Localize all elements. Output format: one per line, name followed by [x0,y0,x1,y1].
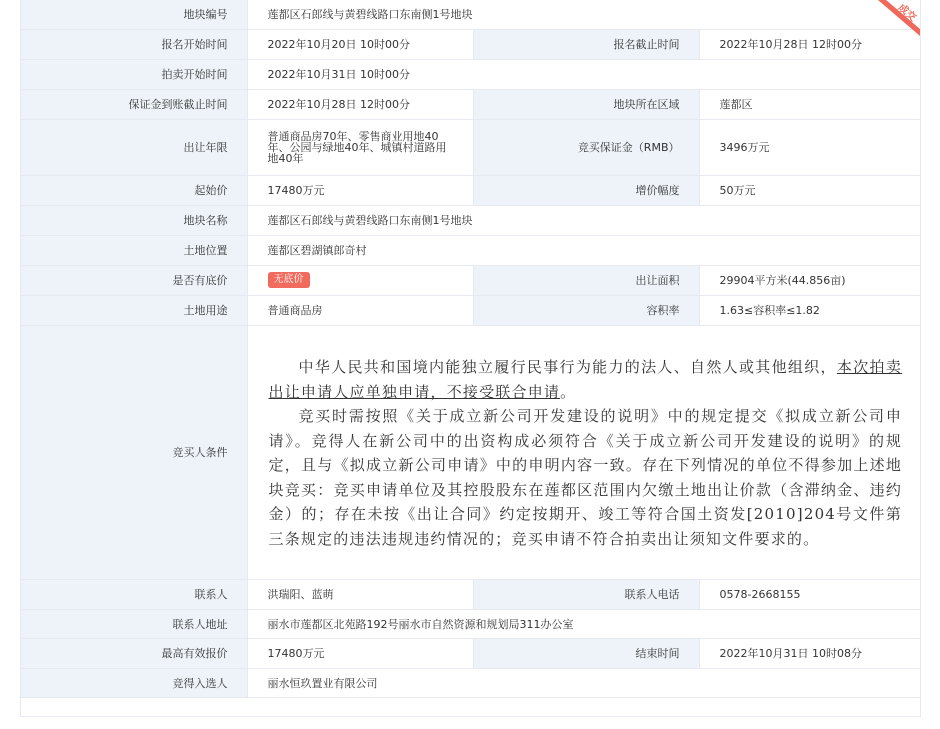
start-price-label: 起始价 [21,175,247,205]
conditions-underlined-text: 本次拍卖出让申请人应单独申请，不接受联合申请 [268,358,903,401]
row-price [21,175,920,205]
plot-name-value: 莲都区石郎线与黄碧线路口东南侧1号地块 [247,205,920,235]
row-plot-no [21,0,920,29]
end-time-value: 2022年10月31日 10时08分 [699,638,920,668]
increment-value: 50万元 [699,175,920,205]
far-value: 1.63≤容积率≤1.82 [699,295,920,325]
region-label: 地块所在区域 [473,89,699,119]
contact-value: 洪瑞阳、蓝萌 [247,579,473,609]
conditions-label: 竞买人条件 [21,325,247,579]
reg-end-label: 报名截止时间 [473,29,699,59]
conditions-paragraph-2: 竞买时需按照《关于成立新公司开发建设的说明》中的规定提交《拟成立新公司申请》。竞得人在新公司中的出资构成必须符合《关于成立新公司开发建设的说明》的规定，且与《拟成立新公司申请》中的申明内容一致。存在下列情况的单位不得参加上述地块竞买：竞买申请单位及其控股股东在莲都区范围内欠缴土地出让价款（含滞纳金、违约金）的；存在未按《出让合同》约定按期开、竣工等符合国土资发[2010]204号文件第三条规定的违法违规违约情况的；竞买申请不符合拍卖出让须知文件要求的。 [268,407,903,548]
row-usage-far [21,295,920,325]
row-auction-start [21,59,920,89]
row-contact [21,579,920,609]
area-value: 29904平方米(44.856亩) [699,265,920,295]
term-label: 出让年限 [21,119,247,175]
area-label: 出让面积 [473,265,699,295]
deposit-label: 竞买保证金（RMB） [473,119,699,175]
reg-start-value: 2022年10月20日 10时00分 [247,29,473,59]
usage-value: 普通商品房 [247,295,473,325]
reg-start-label: 报名开始时间 [21,29,247,59]
row-location [21,235,920,265]
auction-start-value: 2022年10月31日 10时00分 [247,59,920,89]
highest-bid-value: 17480万元 [247,638,473,668]
winner-value: 丽水恒玖置业有限公司 [247,668,920,697]
row-plot-name [21,205,920,235]
phone-label: 联系人电话 [473,579,699,609]
region-value: 莲都区 [699,89,920,119]
location-label: 土地位置 [21,235,247,265]
plot-no-label: 地块编号 [21,0,247,29]
contact-label: 联系人 [21,579,247,609]
auction-detail-table [21,0,920,698]
conditions-p1-end: 。 [560,382,577,401]
deposit-deadline-label: 保证金到账截止时间 [21,89,247,119]
deal-corner-text: 成交 [895,2,918,24]
deposit-deadline-value: 2022年10月28日 12时00分 [247,89,473,119]
conditions-p1-text: 中华人民共和国境内能独立履行民事行为能力的法人、自然人或其他组织， [298,358,837,376]
auction-detail-panel [20,0,921,717]
term-value: 普通商品房70年、零售商业用地40年、公园与绿地40年、城镇村道路用地40年 [247,119,473,175]
reg-end-value: 2022年10月28日 12时00分 [699,29,920,59]
row-winner [21,668,920,697]
phone-value: 0578-2668155 [699,579,920,609]
row-deposit-region [21,89,920,119]
row-reserve-area [21,265,920,295]
increment-label: 增价幅度 [473,175,699,205]
location-value: 莲都区碧湖镇郎奇村 [247,235,920,265]
far-label: 容积率 [473,295,699,325]
highest-bid-label: 最高有效报价 [21,638,247,668]
end-time-label: 结束时间 [473,638,699,668]
winner-label: 竞得入选人 [21,668,247,697]
auction-start-label: 拍卖开始时间 [21,59,247,89]
row-conditions [21,325,920,579]
conditions-cell [247,325,920,579]
address-value: 丽水市莲都区北苑路192号丽水市自然资源和规划局311办公室 [247,609,920,638]
conditions-text [248,345,921,559]
address-label: 联系人地址 [21,609,247,638]
usage-label: 土地用途 [21,295,247,325]
row-result [21,638,920,668]
start-price-value: 17480万元 [247,175,473,205]
plot-no-value: 莲都区石郎线与黄碧线路口东南侧1号地块 [247,0,920,29]
plot-name-label: 地块名称 [21,205,247,235]
reserve-cell [247,265,473,295]
row-address [21,609,920,638]
row-registration [21,29,920,59]
conditions-paragraph-1 [269,355,903,404]
row-term-deposit [21,119,920,175]
deal-corner-ribbon [878,0,920,36]
no-reserve-badge: 无底价 [268,272,310,288]
deposit-value: 3496万元 [699,119,920,175]
reserve-label: 是否有底价 [21,265,247,295]
